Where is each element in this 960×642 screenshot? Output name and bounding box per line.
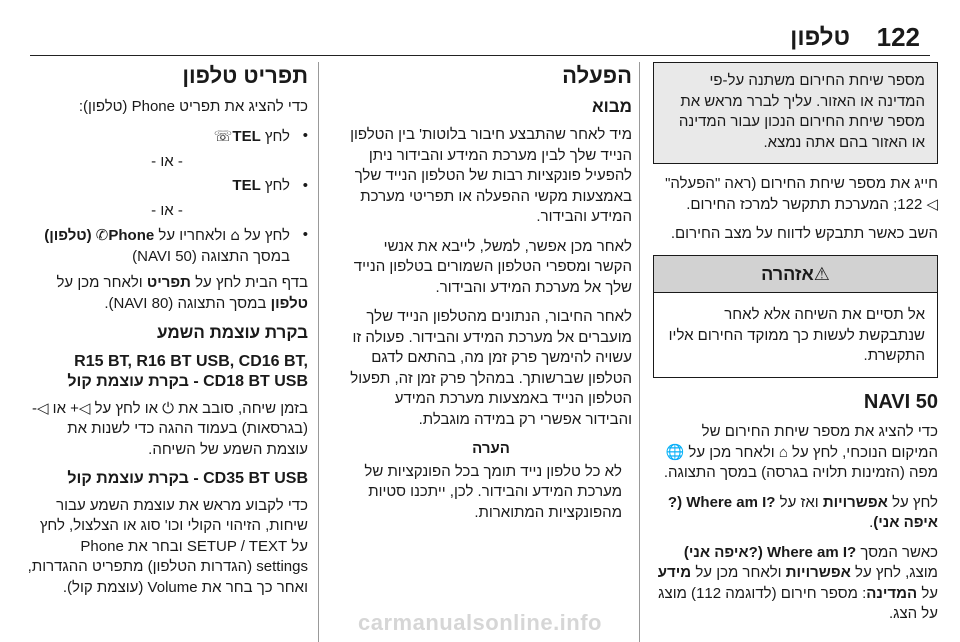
- text: ולאחר מכן על: [695, 564, 782, 581]
- text-bold: טלפון: [270, 294, 308, 312]
- warning-box: [653, 255, 938, 378]
- warning-title: ⚠אזהרה: [654, 256, 937, 294]
- paragraph: בזמן שיחה, סובב את ⏻ או לחץ על ◁+ או ◁- (בגרסאות) בעמוד ההגה כדי לשנות את עוצמת השמע של השיחה.: [31, 399, 308, 458]
- watermark: carmanualsonline.info: [358, 610, 602, 635]
- tel-key: TEL: [232, 128, 261, 145]
- subsection-intro: מבוא: [592, 96, 632, 116]
- header-rule: [30, 55, 930, 56]
- text-bold: אפשרויות: [785, 564, 851, 581]
- navi-title: NAVI 50: [863, 390, 938, 413]
- text: מוצג, לחץ על: [855, 564, 938, 581]
- text: לחץ על: [892, 493, 938, 511]
- phone-label: Phone: [108, 227, 155, 244]
- paragraph: לאחר החיבור, הנתונים מהטלפון הנייד שלך מועברים אל מערכת המידע והבידור. פעולה זו עשויה להימשך פרק זמן מה, בהתאם לדגם הטלפון שברשותך. במהלך פרק זמן זה, תפעול הטלפון הנייד באמצעות מערכת המידע והבידור אפשרי רק במידה מוגבלת.: [350, 308, 632, 428]
- bullet-item: [26, 126, 308, 148]
- model-heading-line: CD18 BT USB - בקרת עוצמת קול: [67, 373, 308, 390]
- column-phone-menu: [26, 62, 308, 642]
- text: ואז על: [779, 493, 819, 511]
- paragraph: [26, 273, 308, 314]
- model-heading: [26, 352, 308, 393]
- paragraph: השב כאשר תתבקש לדווח על מצב החירום.: [670, 225, 938, 242]
- text-bold: (?איפה אני): [667, 493, 938, 531]
- bullet-item: [26, 225, 308, 267]
- text: : מספר חירום (לדוגמה 112) מוצג על הצג.: [658, 584, 938, 622]
- paragraph: כדי להציג את תפריט Phone (טלפון):: [78, 97, 308, 115]
- text: בדף הבית לחץ על: [195, 274, 308, 291]
- text-bold-en: Where am I?: [767, 543, 857, 561]
- section-title-phone-menu: תפריט טלפון: [182, 63, 308, 88]
- note-title: הערה: [472, 440, 510, 457]
- note-body: לא כל טלפון נייד תומך בכל הפונקציות של מערכת המידע והבידור. לכן, ייתכנו סטיות מהפונקציות המתוארות.: [364, 462, 622, 521]
- paragraph: כדי לקבוע מראש את עוצמת השמע עבור שיחות, הזיהוי הקולי וכו' סוג או הצלצול, לחץ על SETUP / TEXT ובחר את Phone settings (הגדרות הטלפון) מתפריט ההגדרות, ואחר כך בחר את Volume (עוצמת קול).: [27, 496, 308, 596]
- page-section-title: טלפון: [790, 24, 850, 51]
- info-box: [653, 62, 938, 164]
- bullet-item: [26, 176, 308, 197]
- text: לחץ: [264, 128, 290, 145]
- column-operation: [350, 62, 632, 642]
- column-divider: [639, 62, 640, 642]
- or-separator: - או -: [151, 201, 183, 219]
- paragraph: חייג את מספר שיחת החירום (ראה "הפעלה" ◁ 122; המערכת תתקשר למרכז החירום.: [665, 175, 938, 213]
- or-separator: - או -: [151, 152, 183, 170]
- warning-body: אל תסיים את השיחה אלא לאחר שנתבקשת לעשות כך ממוקד החירום אליו התקשרת.: [668, 306, 925, 364]
- text-bold: אפשרויות: [822, 493, 888, 511]
- section-title-operation: הפעלה: [562, 63, 632, 88]
- model-heading-line: R15 BT, R16 BT USB, CD16 BT,: [74, 352, 308, 370]
- tel-key: TEL: [232, 177, 261, 194]
- text: במסך התצוגה (NAVI 80).: [104, 294, 267, 312]
- text: על: [921, 584, 938, 602]
- model-heading: CD35 BT USB - בקרת עוצמת קול: [67, 470, 308, 487]
- info-box-text: מספר שיחת החירום משתנה על-פי המדינה או האזור. עליך לברר מראש את מספר שיחת החירום הנכון עבור המדינה או האזור בהם אתה נמצא.: [678, 72, 925, 151]
- text: ולאחר מכן על: [56, 274, 143, 291]
- text: כאשר המסך: [860, 543, 938, 561]
- text-bold: תפריט: [146, 274, 191, 291]
- phone-label-heb: (טלפון): [44, 227, 92, 244]
- paragraph: מיד לאחר שהתבצע חיבור בלוטות' בין הטלפון הנייד שלך לבין מערכת המידע והבידור ניתן להפעיל פונקציות רבות של הטלפון הנייד שלך באמצעות מקשי ההפעלה או תפריטי מערכת המידע והבידור.: [350, 126, 632, 225]
- text-bold: המדינה: [866, 584, 918, 602]
- text: (NAVI 50): [132, 247, 197, 265]
- text: לחץ על: [244, 227, 290, 244]
- text: ולאחריו על: [158, 227, 227, 244]
- text-bold: מידע: [657, 564, 692, 581]
- column-emergency: [653, 62, 938, 642]
- page-number: 122: [876, 22, 920, 52]
- page-header: [0, 0, 960, 52]
- text: במסך התצוגה: [201, 247, 290, 265]
- home-icon: ⌂: [230, 226, 240, 244]
- phone-icon: ☏: [213, 127, 233, 145]
- handset-icon: ✆: [95, 226, 109, 244]
- text-bold: (?איפה אני): [683, 543, 763, 561]
- text-bold-en: Where am I?: [686, 493, 776, 511]
- subsection-volume: בקרת עוצמת השמע: [157, 323, 308, 342]
- paragraph: לחץ על אפשרויות ואז על Where am I? (?איפה אני).: [667, 493, 938, 531]
- paragraph: לאחר מכן אפשר, למשל, לייבא את אנשי הקשר ומספרי הטלפון השמורים בטלפון הנייד שלך אל מערכת המידע והבידור.: [353, 237, 632, 296]
- text: לחץ: [264, 177, 290, 194]
- column-divider: [318, 62, 319, 642]
- paragraph: כדי להציג את מספר שיחת החירום של המיקום הנוכחי, לחץ על ⌂ ולאחר מכן על 🌐מפה (הזמינות תלויה בגרסה) במסך התצוגה.: [663, 423, 938, 481]
